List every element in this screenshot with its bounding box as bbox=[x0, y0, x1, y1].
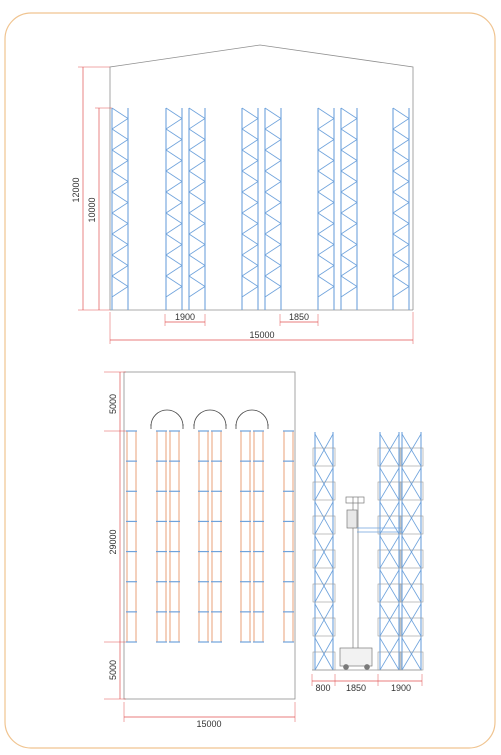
dim-building-width-label: 15000 bbox=[249, 330, 275, 340]
dim-rack-length-label: 29000 bbox=[108, 529, 118, 555]
rack-upright bbox=[166, 108, 182, 310]
rack-upright bbox=[189, 108, 205, 310]
dim-bay-width-label: 1900 bbox=[174, 312, 196, 322]
door-arch-icon bbox=[151, 410, 183, 426]
dim-rack-height-label: 10000 bbox=[87, 197, 97, 223]
rack-upright bbox=[265, 108, 281, 310]
rack-upright bbox=[242, 108, 258, 310]
plan-rack-row bbox=[283, 431, 294, 642]
plan-rack-row bbox=[253, 431, 264, 642]
dim-building-width bbox=[110, 312, 413, 344]
door-arch-icon bbox=[236, 410, 268, 426]
plan-rack-row bbox=[126, 431, 137, 642]
plan-rack-row bbox=[240, 431, 251, 642]
dim-aisle-width-label: 1850 bbox=[288, 312, 310, 322]
plan-rack-row bbox=[156, 431, 167, 642]
plan-rack-row bbox=[198, 431, 209, 642]
dim-total-height bbox=[71, 67, 110, 310]
building-outline bbox=[110, 45, 413, 310]
dim-bottom-clearance-label: 5000 bbox=[108, 659, 118, 681]
plan-view bbox=[104, 372, 295, 729]
dim-section bbox=[312, 674, 422, 693]
section-racks bbox=[313, 432, 423, 670]
dim-top-clearance-label: 5000 bbox=[108, 393, 118, 415]
section-view bbox=[312, 432, 423, 693]
dim-double-rack-label: 1900 bbox=[390, 683, 412, 693]
dim-single-rack-label: 800 bbox=[315, 683, 331, 693]
elevation-view bbox=[71, 45, 413, 344]
section-rack bbox=[313, 432, 335, 670]
dim-plan-width bbox=[124, 702, 295, 729]
section-rack bbox=[400, 432, 423, 670]
elevation-racks bbox=[112, 108, 409, 310]
rack-upright bbox=[112, 108, 128, 310]
rack-upright bbox=[393, 108, 409, 310]
rack-upright bbox=[341, 108, 357, 310]
door-arch-icon bbox=[194, 410, 226, 426]
rack-upright bbox=[318, 108, 334, 310]
plan-rack-row bbox=[211, 431, 222, 642]
dim-bay-width bbox=[165, 312, 205, 326]
dim-plan-vertical bbox=[104, 372, 126, 699]
dim-plan-width-label: 15000 bbox=[196, 719, 222, 729]
dim-total-height-label: 12000 bbox=[71, 177, 81, 203]
dim-section-aisle-label: 1850 bbox=[345, 683, 367, 693]
plan-building-outline bbox=[124, 372, 295, 699]
dim-aisle-width bbox=[280, 312, 318, 326]
plan-racks bbox=[126, 431, 294, 642]
plan-rack-row bbox=[169, 431, 180, 642]
section-rack bbox=[378, 432, 401, 670]
door-arches bbox=[151, 410, 268, 429]
dim-rack-height bbox=[87, 108, 112, 310]
